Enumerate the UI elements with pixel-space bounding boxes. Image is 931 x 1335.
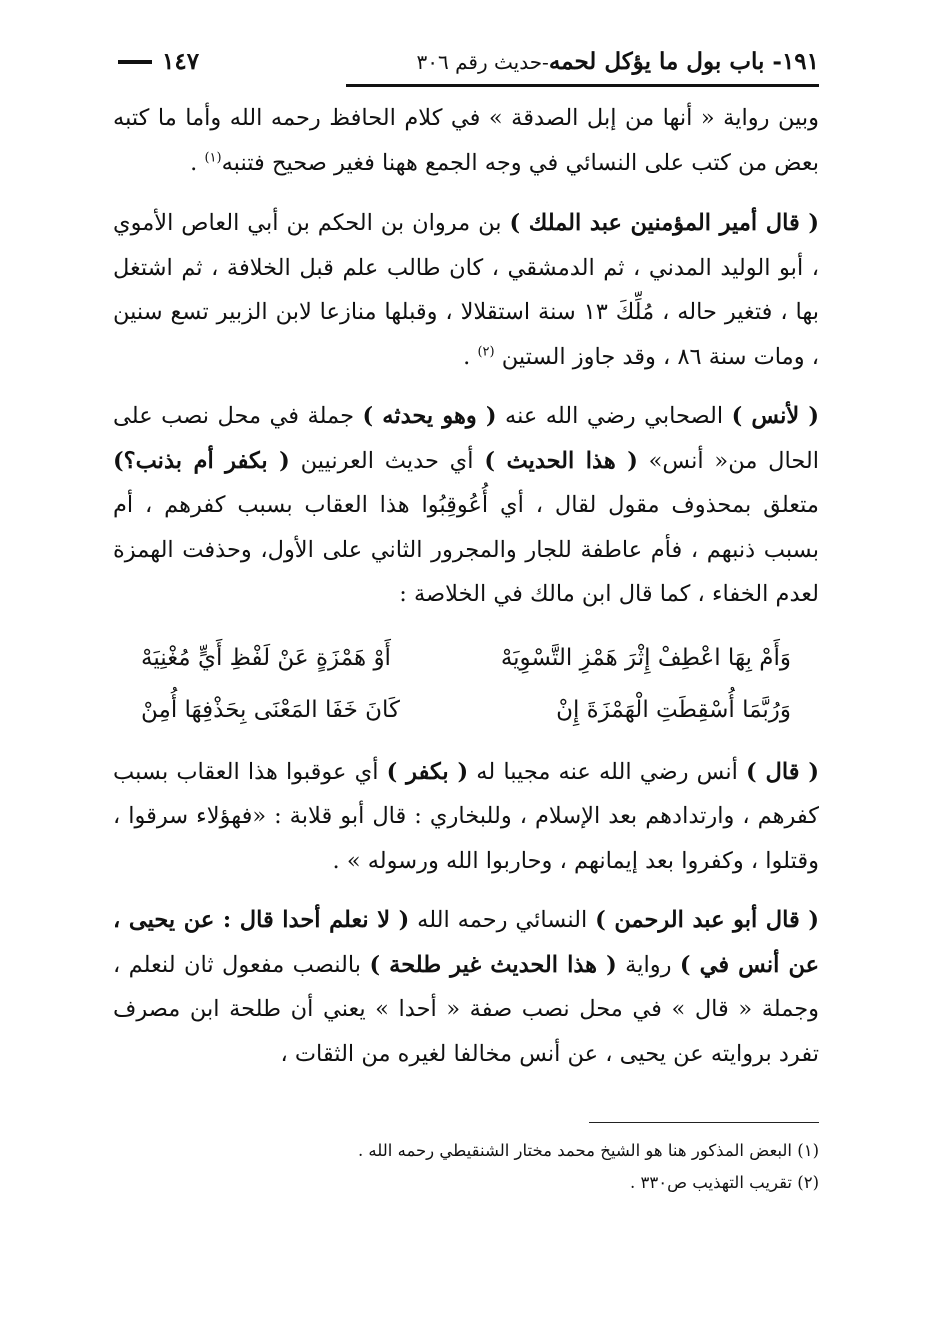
verse-first-hemistich: وَأَمْ بِهَا اعْطِفْ إِثْرَ هَمْزِ التَّسْوِيَهْ xyxy=(500,644,791,671)
commentary-text: جملة في محل نصب على الحال من« أنس» xyxy=(113,403,820,474)
bold-lemma: ( لأنس ) xyxy=(731,403,819,429)
main-text xyxy=(113,96,819,1091)
commentary-text: بن مروان بن الحكم بن أبي العاص الأموي ، أبو الوليد المدني ، ثم الدمشقي ، كان طالب علم قبل الخلافة ، ثم اشتغل بها ، فتغير حاله ، مُلِّكَ ١٣ سنة استقلالا ، وقبلها منازعا لابن الزبير تسع سنين ، ومات سنة ٨٦ ، وقد جاوز الستين xyxy=(113,210,819,370)
footnote-2: (٢) تقريب التهذيب ص٣٣٠ . xyxy=(629,1173,819,1192)
paragraph-tail: . xyxy=(463,343,478,370)
paragraph-p1 xyxy=(113,96,819,185)
commentary-text: أي حديث العرنيين xyxy=(289,447,485,474)
bold-lemma: ( بكفر أم بذنب؟) xyxy=(113,447,290,474)
footnote-marker[interactable]: (١) xyxy=(204,150,222,165)
footnote-separator xyxy=(589,1122,819,1123)
verse-second-hemistich: أَوْ هَمْزَةٍ عَنْ لَفْظِ أَيٍّ مُغْنِيَهْ xyxy=(141,644,391,671)
page-number-block xyxy=(118,48,199,75)
footnotes xyxy=(113,1135,819,1199)
page-number-dash xyxy=(118,60,152,64)
header-rule xyxy=(346,84,819,87)
paragraph-p3 xyxy=(113,394,819,617)
commentary-text: أنس رضي الله عنه مجيبا له xyxy=(468,758,747,785)
commentary-text: الصحابي رضي الله عنه xyxy=(496,403,732,429)
running-header xyxy=(118,44,819,88)
commentary-text: رواية xyxy=(616,951,680,978)
commentary-text: وبين رواية « أنها من إبل الصدقة » في كلام الحافظ رحمه الله وأما ما كتبه بعض من كتب على النسائي في وجه الجمع ههنا فغير صحيح فتنبه xyxy=(113,105,819,176)
verse-second-hemistich: كَانَ خَفَا المَعْنَى بِحَذْفِهَا أُمِنْ xyxy=(141,696,400,723)
paragraphs-after-poem xyxy=(113,750,819,1077)
verse-first-hemistich: وَرُبَّمَا أُسْقِطَتِ الْهَمْزَةَ إِنْ xyxy=(556,696,791,723)
bold-lemma: ( هذا الحديث ) xyxy=(484,447,638,474)
paragraph-p2 xyxy=(113,201,819,379)
commentary-text: النسائي رحمه الله xyxy=(409,907,596,933)
paragraph-p4 xyxy=(113,750,819,884)
commentary-text: متعلق بمحذوف مقول لقال ، أي أُعُوقِبُوا هذا العقاب بسبب كفرهم ، أم بسبب ذنبهم ، فأم عاطفة للجار والمجرور الثاني على الأول، وحذفت الهمزة لعدم الخفاء ، كما قال ابن مالك في الخلاصة : xyxy=(113,492,819,607)
bold-lemma: ( قال أبو عبد الرحمن ) xyxy=(595,907,819,933)
footnote-1: (١) البعض المذكور هنا هو الشيخ محمد مختار الشنقيطي رحمه الله . xyxy=(357,1141,819,1160)
hadith-reference: -حديث رقم ٣٠٦ xyxy=(416,50,549,74)
chapter-title: ١٩١- باب بول ما يؤكل لحمه xyxy=(548,48,819,75)
bold-lemma: ( وهو يحدثه ) xyxy=(362,403,497,429)
page-number: ١٤٧ xyxy=(162,48,200,75)
footnote-marker[interactable]: (٢) xyxy=(477,344,495,359)
paragraph-tail: . xyxy=(190,149,205,176)
bold-lemma: ( قال أمير المؤمنين عبد الملك ) xyxy=(509,210,819,236)
paragraphs-before-poem xyxy=(113,96,819,617)
header-title xyxy=(417,44,819,80)
paragraph-p5 xyxy=(113,898,819,1076)
commentary-text: أي عوقبوا هذا العقاب بسبب كفرهم ، وارتدادهم بعد الإسلام ، وللبخاري : قال أبو قلابة : «فهؤلاء سرقوا ، وقتلوا ، وكفروا بعد إيمانهم ، وحاربوا الله ورسوله » . xyxy=(113,758,819,874)
poem-block xyxy=(113,632,819,736)
bold-lemma: ( لا نعلم أحدا قال : عن يحيى ، عن أنس في ) xyxy=(113,907,819,978)
bold-lemma: ( هذا الحديث غير طلحة ) xyxy=(369,951,617,978)
commentary-text: بالنصب مفعول ثان لنعلم ، وجملة « قال » في محل نصب صفة « أحدا » يعني أن طلحة ابن مصرف تفرد بروايته عن يحيى ، عن أنس مخالفا لغيره من الثقات ، xyxy=(113,951,819,1067)
verse-line xyxy=(141,684,791,736)
bold-lemma: ( بكفر ) xyxy=(386,758,469,785)
verse-line xyxy=(141,632,791,684)
bold-lemma: ( قال ) xyxy=(746,758,819,785)
